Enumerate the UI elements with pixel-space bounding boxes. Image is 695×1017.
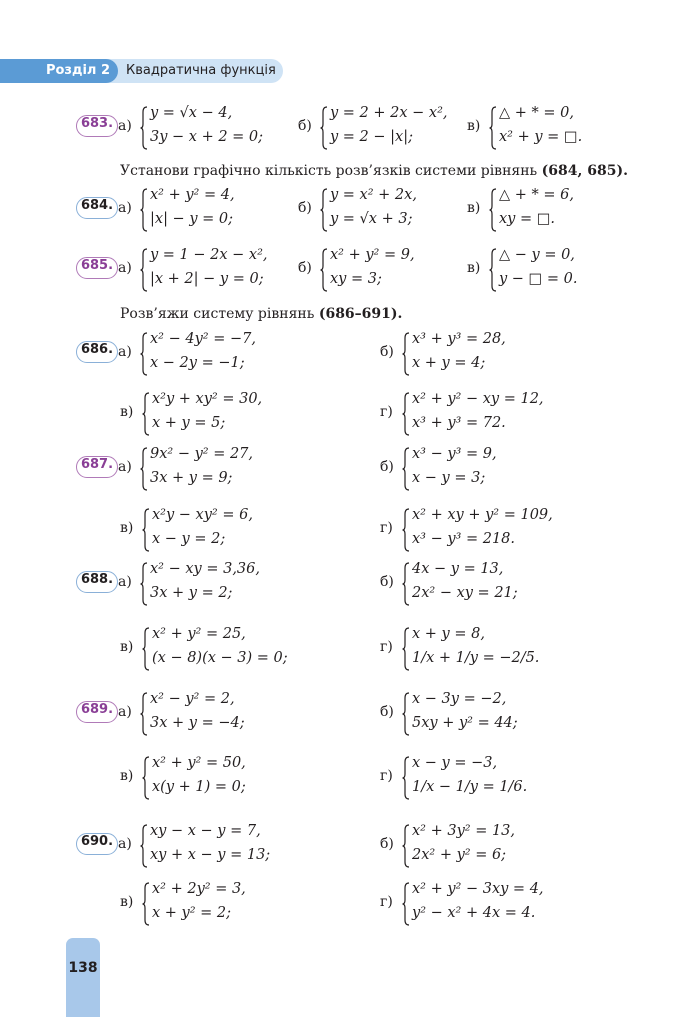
system-brace-icon: [402, 692, 410, 736]
part-label: в): [467, 118, 481, 134]
part-label: а): [118, 704, 132, 720]
part-label: г): [380, 768, 393, 784]
equation-second: x³ − y³ = 218.: [412, 531, 516, 547]
part-label: в): [120, 404, 134, 420]
system-brace-icon: [140, 562, 148, 606]
part-label: а): [118, 260, 132, 276]
part-label: б): [380, 704, 394, 720]
part-label: г): [380, 894, 393, 910]
equation-first: x² + xy + y² = 109,: [412, 507, 553, 523]
part-label: а): [118, 459, 132, 475]
equation-first: △ + * = 6,: [499, 187, 574, 203]
equation-second: x³ + y³ = 72.: [412, 415, 506, 431]
part-label: а): [118, 200, 132, 216]
equation-second: x − y = 2;: [152, 531, 226, 547]
part-label: в): [120, 768, 134, 784]
part-label: г): [380, 404, 393, 420]
part-label: б): [298, 260, 312, 276]
equation-first: x² + 2y² = 3,: [152, 881, 246, 897]
equation-second: 2x² − xy = 21;: [412, 585, 518, 601]
equation-first: y = √x − 4,: [150, 105, 233, 121]
system-brace-icon: [489, 106, 497, 150]
equation-first: △ + * = 0,: [499, 105, 574, 121]
equation-second: xy + x − y = 13;: [150, 847, 271, 863]
equation-first: x² − y² = 2,: [150, 691, 235, 707]
system-brace-icon: [142, 882, 150, 926]
problem-number-badge: 689.: [76, 701, 118, 723]
part-label: б): [380, 344, 394, 360]
equation-second: 3x + y = 9;: [150, 470, 233, 486]
problem-number-badge: 690.: [76, 833, 118, 855]
system-brace-icon: [142, 392, 150, 436]
equation-first: xy − x − y = 7,: [150, 823, 261, 839]
equation-first: x² + y² − xy = 12,: [412, 391, 544, 407]
equation-second: y − □ = 0.: [499, 271, 578, 287]
part-label: б): [380, 459, 394, 475]
equation-first: x²y + xy² = 30,: [152, 391, 263, 407]
system-brace-icon: [402, 824, 410, 868]
equation-first: x² − 4y² = −7,: [150, 331, 256, 347]
system-brace-icon: [320, 106, 328, 150]
problem-number-badge: 684.: [76, 197, 118, 219]
equation-first: y = 1 − 2x − x²,: [150, 247, 268, 263]
equation-first: y = 2 + 2x − x²,: [330, 105, 448, 121]
page-number: 138: [68, 960, 98, 976]
equation-second: 3x + y = 2;: [150, 585, 233, 601]
system-brace-icon: [320, 188, 328, 232]
equation-second: 1/x + 1/y = −2/5.: [412, 650, 540, 666]
system-brace-icon: [489, 248, 497, 292]
system-brace-icon: [402, 392, 410, 436]
equation-first: x² + 3y² = 13,: [412, 823, 516, 839]
system-brace-icon: [402, 882, 410, 926]
system-brace-icon: [140, 332, 148, 376]
system-brace-icon: [140, 692, 148, 736]
equation-first: x − 3y = −2,: [412, 691, 507, 707]
equation-second: |x| − y = 0;: [150, 211, 233, 227]
equation-second: 5xy + y² = 44;: [412, 715, 518, 731]
system-brace-icon: [402, 447, 410, 491]
equation-first: △ − y = 0,: [499, 247, 575, 263]
equation-first: x² − xy = 3,36,: [150, 561, 260, 577]
equation-second: 3x + y = −4;: [150, 715, 245, 731]
equation-second: y = √x + 3;: [330, 211, 413, 227]
system-brace-icon: [142, 627, 150, 671]
equation-second: y² − x² + 4x = 4.: [412, 905, 536, 921]
equation-first: x³ − y³ = 9,: [412, 446, 497, 462]
equation-second: 3y − x + 2 = 0;: [150, 129, 264, 145]
equation-first: 9x² − y² = 27,: [150, 446, 254, 462]
equation-first: x² + y² = 50,: [152, 755, 246, 771]
section-label: Розділ 2: [0, 59, 118, 83]
system-brace-icon: [142, 508, 150, 552]
equation-first: y = x² + 2x,: [330, 187, 417, 203]
chapter-title: Квадратична функція: [126, 63, 276, 78]
equation-first: x²y − xy² = 6,: [152, 507, 253, 523]
part-label: г): [380, 639, 393, 655]
problem-number-badge: 686.: [76, 341, 118, 363]
system-brace-icon: [402, 508, 410, 552]
system-brace-icon: [402, 562, 410, 606]
part-label: а): [118, 574, 132, 590]
instruction-684-685: Установи графічно кількість розв’язків системи рівнянь (684, 685).: [120, 163, 628, 179]
part-label: г): [380, 520, 393, 536]
equation-first: x² + y² − 3xy = 4,: [412, 881, 544, 897]
part-label: в): [467, 200, 481, 216]
system-brace-icon: [140, 248, 148, 292]
equation-second: |x + 2| − y = 0;: [150, 271, 264, 287]
equation-first: 4x − y = 13,: [412, 561, 504, 577]
system-brace-icon: [402, 756, 410, 800]
equation-second: x + y = 5;: [152, 415, 226, 431]
part-label: б): [298, 200, 312, 216]
equation-second: x − 2y = −1;: [150, 355, 245, 371]
problem-number-badge: 683.: [76, 115, 118, 137]
system-brace-icon: [140, 824, 148, 868]
equation-second: x(y + 1) = 0;: [152, 779, 246, 795]
section-header: [0, 59, 283, 83]
equation-second: 2x² + y² = 6;: [412, 847, 507, 863]
part-label: а): [118, 836, 132, 852]
equation-first: x² + y² = 4,: [150, 187, 235, 203]
part-label: б): [298, 118, 312, 134]
problem-number-badge: 685.: [76, 257, 118, 279]
instruction-686-691: Розв’яжи систему рівнянь (686–691).: [120, 306, 403, 322]
problem-number-badge: 688.: [76, 571, 118, 593]
page-number-tab: [66, 938, 100, 1017]
equation-second: xy = □.: [499, 211, 556, 227]
part-label: в): [467, 260, 481, 276]
equation-second: y = 2 − |x|;: [330, 129, 413, 145]
equation-second: 1/x − 1/y = 1/6.: [412, 779, 528, 795]
system-brace-icon: [489, 188, 497, 232]
equation-second: x² + y = □.: [499, 129, 583, 145]
equation-second: x − y = 3;: [412, 470, 486, 486]
part-label: в): [120, 639, 134, 655]
equation-second: x + y² = 2;: [152, 905, 232, 921]
equation-first: x² + y² = 9,: [330, 247, 415, 263]
system-brace-icon: [320, 248, 328, 292]
part-label: в): [120, 520, 134, 536]
part-label: б): [380, 574, 394, 590]
system-brace-icon: [140, 188, 148, 232]
part-label: а): [118, 344, 132, 360]
part-label: б): [380, 836, 394, 852]
equation-first: x² + y² = 25,: [152, 626, 246, 642]
system-brace-icon: [402, 332, 410, 376]
part-label: а): [118, 118, 132, 134]
equation-first: x − y = −3,: [412, 755, 498, 771]
system-brace-icon: [140, 447, 148, 491]
equation-second: (x − 8)(x − 3) = 0;: [152, 650, 288, 666]
system-brace-icon: [140, 106, 148, 150]
system-brace-icon: [142, 756, 150, 800]
equation-second: xy = 3;: [330, 271, 382, 287]
problem-number-badge: 687.: [76, 456, 118, 478]
equation-first: x + y = 8,: [412, 626, 485, 642]
equation-first: x³ + y³ = 28,: [412, 331, 506, 347]
equation-second: x + y = 4;: [412, 355, 486, 371]
system-brace-icon: [402, 627, 410, 671]
part-label: в): [120, 894, 134, 910]
